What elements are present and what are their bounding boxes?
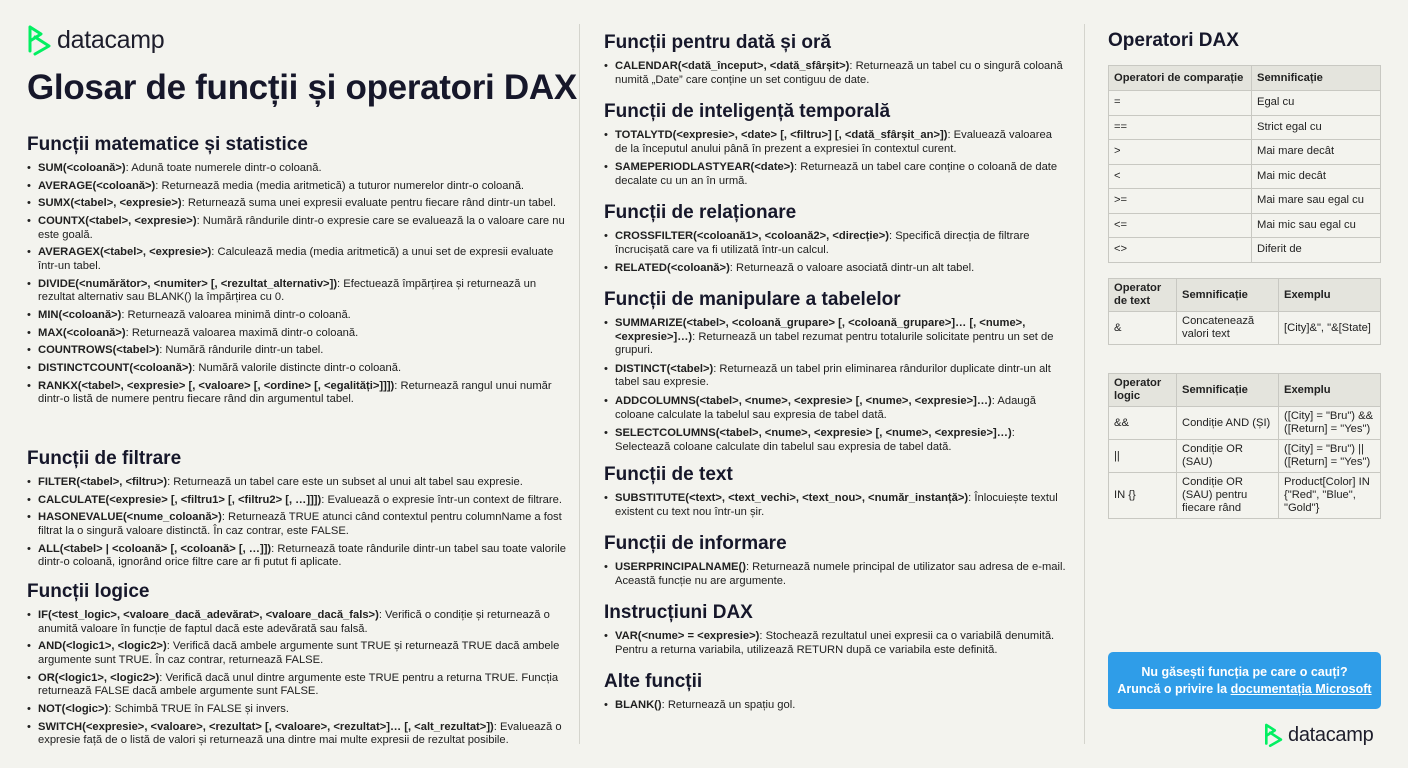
- function-item: [604, 317, 1066, 358]
- column-header: Semnificație: [1252, 66, 1381, 91]
- function-description: : Returnează un tabel prin eliminarea rândurilor duplicate dintr-un alt tabel sau expresie.: [615, 362, 1051, 389]
- section-table-manipulation: [604, 289, 1066, 459]
- function-item: [604, 699, 1066, 713]
- function-signature: AVERAGEX(<tabel>, <expresie>): [38, 246, 212, 259]
- function-item: [27, 476, 567, 490]
- table-row: [1109, 440, 1381, 473]
- page-title: Glosar de funcții și operatori DAX: [27, 68, 577, 107]
- datacamp-logo-icon: [27, 24, 53, 56]
- function-description: : Calculează media (media aritmetică) a unui set de expresii evaluate într-un tabel.: [38, 246, 554, 272]
- table-cell: Condiție AND (ȘI): [1177, 407, 1279, 440]
- column-divider: [579, 24, 580, 744]
- logic-operators-table: [1108, 373, 1381, 519]
- table-cell: <: [1109, 164, 1252, 189]
- operators-heading: Operatori DAX: [1108, 30, 1239, 51]
- function-signature: MAX(<coloană>): [38, 326, 126, 339]
- brand-name: datacamp: [57, 25, 165, 54]
- table-cell: &: [1109, 312, 1177, 345]
- function-item: [27, 494, 567, 508]
- function-description: : Returnează un tabel care conține o coloană de date decalate cu un an în urmă.: [615, 161, 1058, 187]
- function-signature: OR(<logic1>, <logic2>): [38, 671, 160, 684]
- section-heading: Funcții de relaționare: [604, 202, 797, 223]
- function-item: [604, 363, 1066, 390]
- function-list: [604, 317, 1066, 454]
- function-description: : Specifică direcția de filtrare încrucișată care va fi utilizată într-un calcul.: [615, 230, 1030, 256]
- table-cell: <=: [1109, 213, 1252, 238]
- function-item: [604, 630, 1066, 657]
- function-item: [27, 246, 567, 273]
- callout-prefix: Aruncă o privire la: [1117, 681, 1231, 696]
- table-header-row: [1109, 374, 1381, 407]
- function-description: : Returnează suma unei expresii evaluate pentru fiecare rând dintr-un tabel.: [181, 197, 557, 210]
- section-heading: Funcții de informare: [604, 533, 787, 554]
- column-header: Operator de text: [1109, 279, 1177, 312]
- table-cell: Product[Color] IN {"Red", "Blue", "Gold"}: [1279, 473, 1381, 519]
- function-signature: SAMEPERIODLASTYEAR(<date>): [615, 161, 795, 174]
- function-list: [604, 60, 1066, 87]
- function-signature: RANKX(<tabel>, <expresie> [, <valoare> [, <ordine> [, <egalități>]]]): [38, 379, 395, 392]
- table-cell: Concatenează valori text: [1177, 312, 1279, 345]
- section-heading: Funcții pentru dată și oră: [604, 32, 831, 53]
- table-cell: &&: [1109, 407, 1177, 440]
- table-row: [1109, 312, 1381, 345]
- table-cell: Mai mare decât: [1252, 140, 1381, 165]
- function-description: : Adună toate numerele dintr-o coloană.: [125, 162, 322, 174]
- table-cell: IN {}: [1109, 473, 1177, 519]
- callout-line2: [1108, 681, 1381, 698]
- function-description: : Efectuează împărțirea și returnează un rezultat alternativ sau BLANK() la împărțirea cu 0.: [38, 277, 537, 304]
- function-description: : Numără valorile distincte dintr-o coloană.: [192, 361, 402, 374]
- function-signature: ADDCOLUMNS(<tabel>, <nume>, <expresie> [, <nume>, <expresie>]…): [615, 394, 992, 407]
- column-header: Operatori de comparație: [1109, 66, 1252, 91]
- function-item: [27, 362, 567, 376]
- function-item: [27, 344, 567, 358]
- function-description: : Schimbă TRUE în FALSE și invers.: [108, 702, 289, 715]
- function-signature: CALENDAR(<dată_început>, <dată_sfârșit>): [615, 60, 850, 72]
- table-cell: Condiție OR (SAU): [1177, 440, 1279, 473]
- function-description: : Returnează toate rândurile dintr-un tabel sau toate valorile dintr-o coloană, ignorând orice filtre care ar fi putut fi aplicate.: [38, 542, 566, 569]
- section-math: [27, 134, 567, 411]
- table-cell: <>: [1109, 238, 1252, 263]
- function-signature: RELATED(<coloană>): [615, 262, 730, 275]
- section-relationship: [604, 202, 1066, 281]
- function-list: [27, 162, 567, 407]
- function-description: : Returnează valoarea minimă dintr-o coloană.: [121, 308, 351, 321]
- brand-name: datacamp: [1288, 723, 1374, 746]
- table-cell: ==: [1109, 115, 1252, 140]
- function-signature: ALL(<tabel> | <coloană> [, <coloană> [, …]]): [38, 542, 272, 555]
- section-other: [604, 671, 1066, 718]
- datacamp-logo-top: [27, 24, 164, 56]
- function-signature: DIVIDE(<numărător>, <numiter> [, <rezultat_alternativ>]): [38, 277, 338, 290]
- table-cell: Mai mic decât: [1252, 164, 1381, 189]
- function-item: [604, 60, 1066, 87]
- table-cell: ||: [1109, 440, 1177, 473]
- section-heading: Funcții logice: [27, 581, 150, 602]
- section-logic: [27, 581, 567, 752]
- table-cell: [City]&", "&[State]: [1279, 312, 1381, 345]
- function-description: : Evaluează o expresie față de o listă de valori și returnează una dintre mai multe expresii de rezultat posibile.: [38, 720, 562, 747]
- function-description: : Evaluează valoarea de la începutul anului până în prezent a expresiei în contextul curent.: [615, 129, 1052, 155]
- section-information: [604, 533, 1066, 593]
- comparison-operators-table: [1108, 65, 1381, 263]
- section-heading: Funcții matematice și statistice: [27, 134, 308, 155]
- function-signature: SUBSTITUTE(<text>, <text_vechi>, <text_nou>, <număr_instanță>): [615, 492, 969, 504]
- function-list: [604, 230, 1066, 276]
- table-row: [1109, 238, 1381, 263]
- function-signature: SELECTCOLUMNS(<tabel>, <nume>, <expresie> [, <nume>, <expresie>]…): [615, 427, 1012, 440]
- table-row: [1109, 189, 1381, 214]
- function-item: [27, 703, 567, 717]
- table-row: [1109, 164, 1381, 189]
- function-signature: BLANK(): [615, 699, 662, 711]
- table-cell: Diferit de: [1252, 238, 1381, 263]
- function-list: [604, 630, 1066, 657]
- table-cell: Strict egal cu: [1252, 115, 1381, 140]
- function-signature: DISTINCT(<tabel>): [615, 362, 714, 375]
- table-cell: Mai mare sau egal cu: [1252, 189, 1381, 214]
- function-list: [604, 129, 1066, 188]
- function-signature: SUMX(<tabel>, <expresie>): [38, 197, 182, 210]
- table-cell: ([City] = "Bru") && ([Return] = "Yes"): [1279, 407, 1381, 440]
- function-signature: FILTER(<tabel>, <filtru>): [38, 476, 168, 488]
- function-list: [27, 476, 567, 570]
- section-text: [604, 464, 1066, 524]
- table-cell: =: [1109, 91, 1252, 116]
- table-cell: ([City] = "Bru") || ([Return] = "Yes"): [1279, 440, 1381, 473]
- column-header: Semnificație: [1177, 279, 1279, 312]
- table-cell: Condiție OR (SAU) pentru fiecare rând: [1177, 473, 1279, 519]
- section-date-time: [604, 32, 1066, 92]
- function-description: : Stochează rezultatul unei expresii ca o variabilă denumită. Pentru a returna variabila, utilizează RETURN după ce variabila este definită.: [615, 630, 1055, 656]
- function-signature: CROSSFILTER(<coloană1>, <coloană2>, <direcție>): [615, 230, 889, 242]
- datacamp-logo-icon: [1264, 722, 1284, 748]
- function-signature: SUM(<coloană>): [38, 162, 126, 174]
- table-cell: Egal cu: [1252, 91, 1381, 116]
- function-item: [27, 672, 567, 699]
- text-operators-table: [1108, 278, 1381, 345]
- function-description: : Returnează valoarea maximă dintr-o coloană.: [125, 326, 359, 339]
- function-description: : Returnează un tabel cu o singură coloană numită „Date” care conține un set contiguu de date.: [615, 60, 1063, 86]
- function-item: [27, 309, 567, 323]
- function-description: : Evaluează o expresie într-un context de filtrare.: [321, 493, 562, 506]
- table-cell: Mai mic sau egal cu: [1252, 213, 1381, 238]
- table-row: [1109, 407, 1381, 440]
- function-item: [27, 180, 567, 194]
- table-row: [1109, 473, 1381, 519]
- function-description: : Numără rândurile dintr-un tabel.: [159, 344, 324, 357]
- function-item: [27, 721, 567, 748]
- function-list: [604, 492, 1066, 519]
- function-signature: COUNTX(<tabel>, <expresie>): [38, 215, 197, 228]
- table-row: [1109, 115, 1381, 140]
- table-row: [1109, 91, 1381, 116]
- table-row: [1109, 213, 1381, 238]
- function-description: : Returnează TRUE atunci când contextul pentru columnName a fost filtrat la o singură valoare distinctă. În caz contrar, este FALSE.: [38, 511, 562, 537]
- section-heading: Funcții de manipulare a tabelelor: [604, 289, 901, 310]
- function-item: [27, 640, 567, 667]
- function-list: [604, 561, 1066, 588]
- column-header: Exemplu: [1279, 279, 1381, 312]
- section-dax-statements: [604, 602, 1066, 662]
- function-signature: SUMMARIZE(<tabel>, <coloană_grupare> [, <coloană_grupare>]… [, <nume>, <expresie>]…): [615, 317, 1026, 343]
- function-description: : Returnează un tabel care este un subset al unui alt tabel sau expresie.: [167, 476, 523, 488]
- function-description: : Returnează rangul unui număr dintr-o listă de numere pentru fiecare rând din argumentul tabel.: [38, 379, 552, 406]
- function-signature: HASONEVALUE(<nume_coloană>): [38, 511, 222, 524]
- microsoft-docs-callout: [1108, 652, 1381, 709]
- function-item: [604, 492, 1066, 519]
- function-item: [27, 609, 567, 636]
- table-cell: >: [1109, 140, 1252, 165]
- function-item: [604, 262, 1066, 276]
- function-item: [27, 543, 567, 570]
- table-row: [1109, 140, 1381, 165]
- function-description: : Adaugă coloane calculate la tabelul sau expresia de tabel dată.: [615, 394, 1036, 421]
- function-item: [604, 129, 1066, 156]
- column-divider: [1084, 24, 1085, 744]
- function-signature: USERPRINCIPALNAME(): [615, 561, 746, 573]
- function-signature: AVERAGE(<coloană>): [38, 179, 156, 192]
- function-description: : Verifică o condiție și returnează o anumită valoare în funcție de faptul dacă este adevărată sau falsă.: [38, 609, 550, 635]
- section-heading: Funcții de inteligență temporală: [604, 101, 891, 122]
- function-signature: MIN(<coloană>): [38, 308, 122, 321]
- column-header: Exemplu: [1279, 374, 1381, 407]
- function-signature: SWITCH(<expresie>, <valoare>, <rezultat> [, <valoare>, <rezultat>]… [, <alt_rezultat>]): [38, 720, 494, 733]
- function-item: [27, 327, 567, 341]
- function-item: [604, 230, 1066, 257]
- section-time-intelligence: [604, 101, 1066, 193]
- function-item: [27, 197, 567, 211]
- datacamp-logo-bottom: [1264, 722, 1373, 748]
- function-item: [604, 161, 1066, 188]
- microsoft-docs-link[interactable]: documentația Microsoft: [1230, 681, 1372, 696]
- function-list: [604, 699, 1066, 713]
- function-list: [27, 609, 567, 748]
- function-description: : Înlocuiește textul existent cu text nou într-un șir.: [615, 492, 1058, 518]
- function-signature: VAR(<nume> = <expresie>): [615, 630, 760, 642]
- function-item: [27, 162, 567, 176]
- function-description: : Verifică dacă ambele argumente sunt TRUE și returnează TRUE dacă ambele argumente sunt TRUE. În caz contrar, returnează FALSE.: [38, 640, 560, 666]
- table-header-row: [1109, 66, 1381, 91]
- callout-line1: Nu găsești funcția pe care o cauți?: [1141, 664, 1348, 679]
- function-item: [27, 278, 567, 305]
- column-header: Operator logic: [1109, 374, 1177, 407]
- function-description: : Numără rândurile dintr-o expresie care se evaluează la o valoare care nu este goală.: [38, 215, 565, 241]
- function-signature: IF(<test_logic>, <valoare_dacă_adevărat>, <valoare_dacă_fals>): [38, 609, 379, 621]
- function-signature: TOTALYTD(<expresie>, <date> [, <filtru>] [, <dată_sfârșit_an>]): [615, 129, 948, 141]
- function-description: : Returnează media (media aritmetică) a tuturor numerelor dintr-o coloană.: [155, 179, 525, 192]
- function-description: : Returnează un tabel rezumat pentru totalurile solicitate pentru un set de grupuri.: [615, 330, 1054, 357]
- function-signature: NOT(<logic>): [38, 702, 109, 715]
- table-header-row: [1109, 279, 1381, 312]
- section-heading: Instrucțiuni DAX: [604, 602, 753, 623]
- function-item: [604, 561, 1066, 588]
- section-heading: Funcții de filtrare: [27, 448, 182, 469]
- function-description: : Returnează un spațiu gol.: [661, 699, 796, 711]
- function-description: : Returnează numele principal de utilizator sau adresa de e-mail. Această funcție nu are argumente.: [615, 561, 1066, 587]
- function-item: [27, 511, 567, 538]
- table-cell: >=: [1109, 189, 1252, 214]
- column-header: Semnificație: [1177, 374, 1279, 407]
- function-description: : Selectează coloane calculate din tabelul sau expresia de tabel dată.: [615, 427, 1015, 453]
- function-signature: COUNTROWS(<tabel>): [38, 344, 160, 357]
- function-signature: CALCULATE(<expresie> [, <filtru1> [, <filtru2> [, …]]]): [38, 493, 322, 506]
- section-heading: Alte funcții: [604, 671, 703, 692]
- section-filter: [27, 448, 567, 574]
- section-heading: Funcții de text: [604, 464, 733, 485]
- function-item: [604, 395, 1066, 422]
- function-description: : Verifică dacă unul dintre argumente este TRUE pentru a returna TRUE. Funcția returnează FALSE dacă ambele argumente sunt FALSE.: [38, 671, 559, 698]
- function-item: [27, 215, 567, 242]
- function-signature: DISTINCTCOUNT(<coloană>): [38, 361, 193, 374]
- function-signature: AND(<logic1>, <logic2>): [38, 640, 167, 653]
- function-item: [604, 427, 1066, 454]
- function-description: : Returnează o valoare asociată dintr-un alt tabel.: [729, 262, 975, 275]
- function-item: [27, 380, 567, 407]
